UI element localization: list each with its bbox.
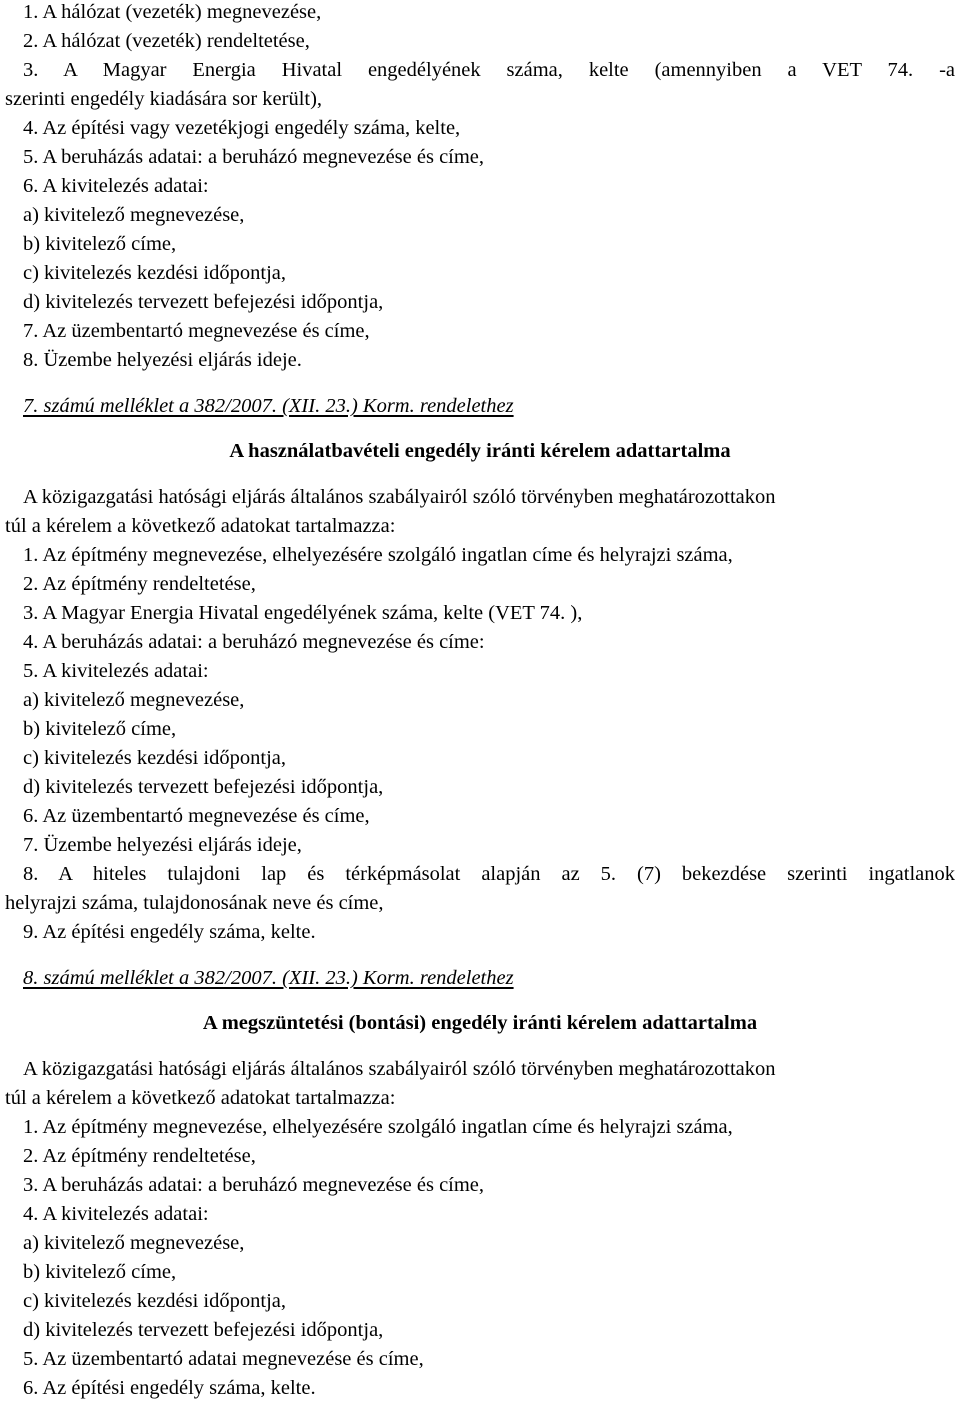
intro-text: A közigazgatási hatósági eljárás általános szabályairól szóló törvényben meghatározottakon: [23, 1058, 776, 1080]
list-item: 2. Az építmény rendeltetése,: [23, 573, 256, 595]
list-item: 1. A hálózat (vezeték) megnevezése,: [23, 1, 322, 23]
sub-list-item: c) kivitelezés kezdési időpontja,: [23, 262, 286, 284]
list-item: 6. A kivitelezés adatai:: [23, 175, 209, 197]
sub-list-item: a) kivitelező megnevezése,: [23, 204, 245, 226]
sub-list-item: c) kivitelezés kezdési időpontja,: [23, 1290, 286, 1312]
list-item: 5. Az üzembentartó adatai megnevezése és címe,: [23, 1348, 424, 1370]
intro-text: A közigazgatási hatósági eljárás általános szabályairól szóló törvényben meghatározottakon: [23, 486, 776, 508]
list-item: 1. Az építmény megnevezése, elhelyezésére szolgáló ingatlan címe és helyrajzi száma,: [23, 544, 733, 566]
list-item: 7. Üzembe helyezési eljárás ideje,: [23, 834, 302, 856]
sub-list-item: b) kivitelező címe,: [23, 1261, 177, 1283]
list-item: 2. A hálózat (vezeték) rendeltetése,: [23, 30, 310, 52]
list-item: 3. A beruházás adatai: a beruházó megnevezése és címe,: [23, 1174, 485, 1196]
list-item: 5. A kivitelezés adatai:: [23, 660, 209, 682]
section-title: A használatbavételi engedély iránti kérelem adattartalma: [229, 440, 731, 462]
list-item: 5. A beruházás adatai: a beruházó megnevezése és címe,: [23, 146, 485, 168]
sub-list-item: c) kivitelezés kezdési időpontja,: [23, 747, 286, 769]
list-item: 7. Az üzembentartó megnevezése és címe,: [23, 320, 370, 342]
sub-list-item: d) kivitelezés tervezett befejezési időpontja,: [23, 1319, 384, 1341]
sub-list-item: a) kivitelező megnevezése,: [23, 689, 245, 711]
list-item: 6. Az építési engedély száma, kelte.: [23, 1377, 316, 1399]
list-item-continuation: szerinti engedély kiadására sor került),: [5, 88, 323, 110]
list-item: 8. Üzembe helyezési eljárás ideje.: [23, 349, 302, 371]
intro-text: túl a kérelem a következő adatokat tartalmazza:: [5, 515, 396, 537]
list-item: 4. Az építési vagy vezetékjogi engedély száma, kelte,: [23, 117, 461, 139]
annex-reference: 7. számú melléklet a 382/2007. (XII. 23.) Korm. rendelethez: [23, 395, 514, 417]
list-item: 1. Az építmény megnevezése, elhelyezésére szolgáló ingatlan címe és helyrajzi száma,: [23, 1116, 733, 1138]
list-item: 4. A beruházás adatai: a beruházó megnevezése és címe:: [23, 631, 485, 653]
list-item: 6. Az üzembentartó megnevezése és címe,: [23, 805, 370, 827]
list-item: 4. A kivitelezés adatai:: [23, 1203, 209, 1225]
sub-list-item: d) kivitelezés tervezett befejezési időpontja,: [23, 776, 384, 798]
sub-list-item: b) kivitelező címe,: [23, 233, 177, 255]
list-item: 2. Az építmény rendeltetése,: [23, 1145, 256, 1167]
list-item-continuation: helyrajzi száma, tulajdonosának neve és címe,: [5, 892, 384, 914]
section-title: A megszüntetési (bontási) engedély iránti kérelem adattartalma: [202, 1012, 758, 1034]
sub-list-item: a) kivitelező megnevezése,: [23, 1232, 245, 1254]
list-item: 3. A Magyar Energia Hivatal engedélyének száma, kelte (VET 74. ),: [23, 602, 583, 624]
list-item: 3. A Magyar Energia Hivatal engedélyének száma, kelte (amennyiben a VET 74. -a: [23, 59, 955, 81]
annex-reference: 8. számú melléklet a 382/2007. (XII. 23.) Korm. rendelethez: [23, 967, 514, 989]
list-item: 9. Az építési engedély száma, kelte.: [23, 921, 316, 943]
sub-list-item: b) kivitelező címe,: [23, 718, 177, 740]
intro-text: túl a kérelem a következő adatokat tartalmazza:: [5, 1087, 396, 1109]
sub-list-item: d) kivitelezés tervezett befejezési időpontja,: [23, 291, 384, 313]
list-item: 8. A hiteles tulajdoni lap és térképmásolat alapján az 5. (7) bekezdése szerinti ingatlanok: [23, 863, 955, 885]
